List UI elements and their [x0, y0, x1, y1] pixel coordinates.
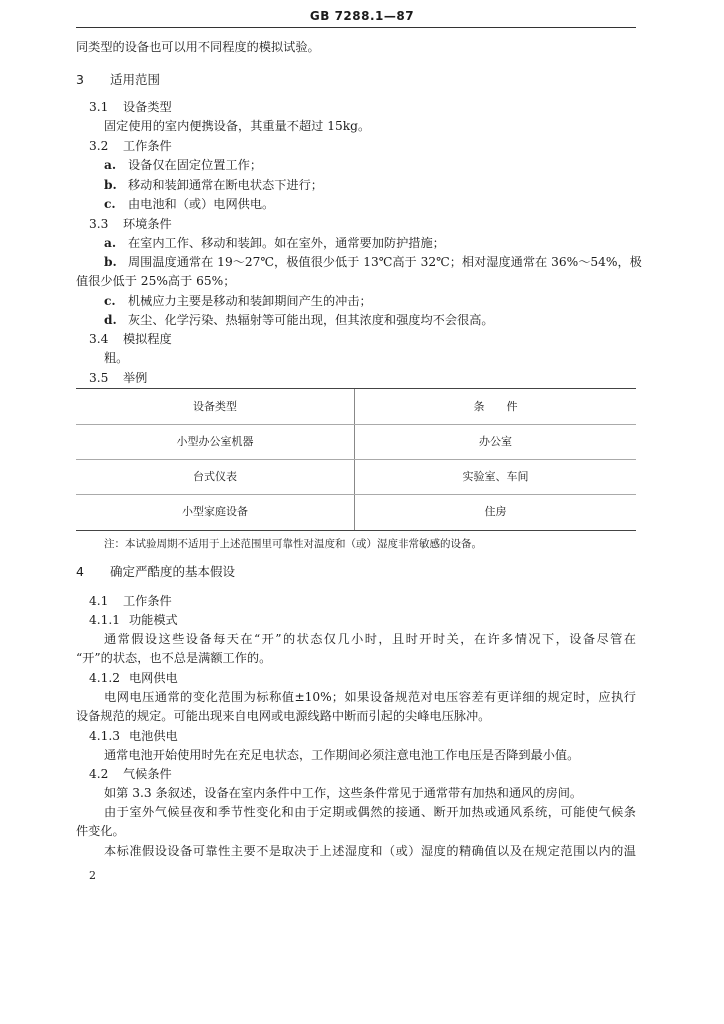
- subsection-number: 3.1: [89, 100, 109, 114]
- list-item: [104, 176, 323, 194]
- subsection-number: 3.2: [89, 139, 109, 153]
- subsection-number: 3.5: [89, 371, 109, 385]
- subsection-3-5-heading: [89, 369, 147, 387]
- table-header-row: [76, 389, 636, 425]
- subsection-3-3-heading: [89, 215, 172, 233]
- subsection-number: 3.3: [89, 217, 109, 231]
- table-header-cell: 条 件: [473, 400, 518, 413]
- list-text: 灰尘、化学污染、热辐射等可能出现，但其浓度和强度均不会很高。: [128, 313, 494, 327]
- table-row: [76, 494, 636, 529]
- subsection-3-2-heading: [89, 137, 172, 155]
- table-row: [76, 459, 636, 495]
- paragraph-line: 件变化。: [76, 824, 125, 838]
- paragraph-line: 如第 3.3 条叙述，设备在室内条件中工作，这些条件常见于通常带有加热和通风的房间。: [104, 786, 583, 800]
- subsection-4-1-3-heading: [89, 727, 178, 745]
- subsection-number: 4.2: [89, 767, 109, 781]
- list-text: 设备仅在固定位置工作；: [128, 158, 263, 172]
- subsection-title: 电网供电: [129, 671, 178, 685]
- list-item: [104, 253, 642, 271]
- page-number: 2: [89, 869, 96, 882]
- subsection-title: 气候条件: [123, 767, 172, 781]
- list-marker: c.: [104, 294, 116, 308]
- table-cell: 办公室: [479, 435, 512, 448]
- header-rule: [76, 27, 636, 28]
- paragraph-line: 通常假设这些设备每天在“开”的状态仅几小时，且时开时关，在许多情况下，设备尽管在: [104, 632, 636, 646]
- subsection-3-1-text: 固定使用的室内便携设备，其重量不超过 15kg。: [104, 119, 371, 133]
- list-item: [104, 292, 372, 310]
- examples-table: [76, 388, 636, 531]
- paragraph-line: “开”的状态，也不总是满额工作的。: [76, 651, 272, 665]
- table-cell: 住房: [484, 505, 507, 518]
- subsection-4-2-heading: [89, 765, 172, 783]
- section-4-heading: [76, 563, 235, 581]
- list-item: [104, 311, 494, 329]
- list-item: [104, 156, 262, 174]
- list-marker: b.: [104, 178, 117, 192]
- paragraph-line: 本标准假设设备可靠性主要不是取决于上述湿度和（或）湿度的精确值以及在规定范围以内的温: [104, 844, 636, 858]
- subsection-number: 4.1.2: [89, 671, 121, 685]
- list-text: 在室内工作、移动和装卸。如在室外，通常要加防护措施；: [128, 236, 445, 250]
- subsection-title: 举例: [123, 371, 148, 385]
- list-marker: b.: [104, 255, 117, 269]
- paragraph-line: 设备规范的规定。可能出现来自电网或电源线路中断而引起的尖峰电压脉冲。: [76, 709, 491, 723]
- list-marker: c.: [104, 197, 116, 211]
- subsection-3-4-heading: [89, 330, 172, 348]
- list-item: [104, 234, 445, 252]
- list-marker: d.: [104, 313, 117, 327]
- list-text-continuation: 值很少低于 25%高于 65%；: [76, 274, 236, 288]
- table-cell: 台式仪表: [193, 470, 237, 483]
- subsection-number: 3.4: [89, 332, 109, 346]
- subsection-4-1-2-heading: [89, 669, 178, 687]
- subsection-3-1-heading: [89, 98, 172, 116]
- subsection-number: 4.1: [89, 594, 109, 608]
- subsection-number: 4.1.3: [89, 729, 121, 743]
- subsection-title: 环境条件: [123, 217, 172, 231]
- list-text: 机械应力主要是移动和装卸期间产生的冲击；: [128, 294, 372, 308]
- table-cell: 小型办公室机器: [176, 435, 254, 448]
- section-title: 适用范围: [110, 72, 161, 87]
- subsection-4-1-1-heading: [89, 611, 178, 629]
- section-title: 确定严酷度的基本假设: [110, 564, 236, 579]
- subsection-title: 工作条件: [123, 594, 172, 608]
- subsection-title: 功能模式: [129, 613, 178, 627]
- section-3-heading: [76, 71, 160, 89]
- table-row: [76, 424, 636, 460]
- paragraph-line: 由于室外气候昼夜和季节性变化和由于定期或偶然的接通、断开加热或通风系统，可能使气候条: [104, 805, 636, 819]
- table-cell: 小型家庭设备: [182, 505, 248, 518]
- subsection-3-4-text: 粗。: [104, 351, 129, 365]
- list-text: 由电池和（或）电网供电。: [128, 197, 275, 211]
- subsection-title: 电池供电: [129, 729, 178, 743]
- list-text: 周围温度通常在 19～27℃，极值很少低于 13℃高于 32℃；相对湿度通常在 36%～54%，极: [128, 255, 642, 269]
- subsection-number: 4.1.1: [89, 613, 121, 627]
- section-number: 3: [76, 72, 84, 87]
- section-number: 4: [76, 564, 84, 579]
- subsection-4-1-heading: [89, 592, 172, 610]
- table-header-cell: 设备类型: [193, 400, 237, 413]
- list-marker: a.: [104, 158, 117, 172]
- subsection-title: 设备类型: [123, 100, 172, 114]
- page-header-standard-number: GB 7288.1—87: [309, 9, 415, 23]
- subsection-title: 模拟程度: [123, 332, 172, 346]
- table-note: 注：本试验周期不适用于上述范围里可靠性对温度和（或）湿度非常敏感的设备。: [104, 538, 482, 550]
- list-item: [104, 195, 274, 213]
- continuation-paragraph: 同类型的设备也可以用不同程度的模拟试验。: [76, 40, 320, 54]
- subsection-title: 工作条件: [123, 139, 172, 153]
- list-marker: a.: [104, 236, 117, 250]
- paragraph-line: 电网电压通常的变化范围为标称值±10%；如果设备规范对电压容差有更详细的规定时，应执行: [104, 690, 636, 704]
- table-cell: 实验室、车间: [462, 470, 529, 483]
- list-text: 移动和装卸通常在断电状态下进行；: [128, 178, 323, 192]
- paragraph-line: 通常电池开始使用时先在充足电状态，工作期间必须注意电池工作电压是否降到最小值。: [104, 748, 580, 762]
